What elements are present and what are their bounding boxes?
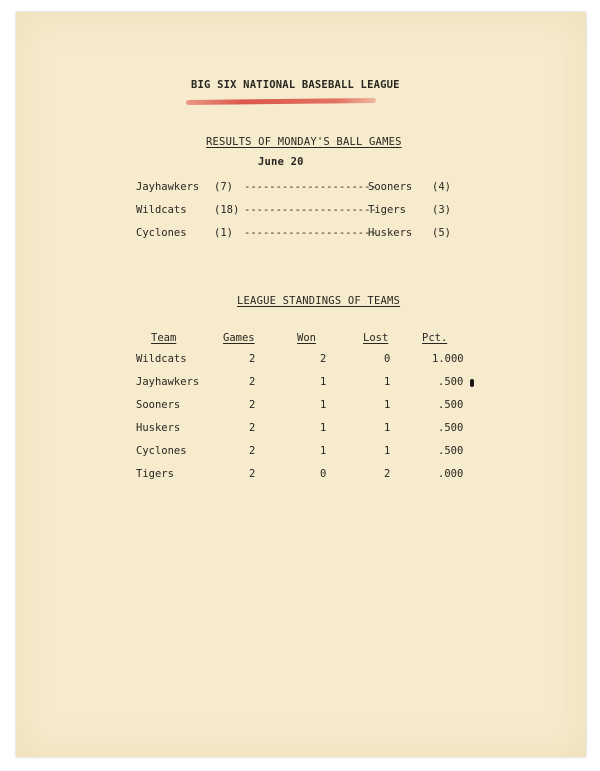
lost-value: 2 [384, 468, 391, 480]
won-value: 1 [320, 445, 327, 457]
standings-row [136, 399, 476, 413]
pct-value: .500 [438, 399, 464, 411]
result-score2: (4) [432, 181, 451, 193]
column-header-pct: Pct. [422, 332, 448, 344]
result-team1: Cyclones [136, 227, 187, 239]
results-heading: RESULTS OF MONDAY'S BALL GAMES [206, 136, 402, 148]
standings-heading: LEAGUE STANDINGS OF TEAMS [237, 295, 401, 307]
lost-value: 1 [384, 422, 391, 434]
won-value: 1 [320, 399, 327, 411]
result-team2: Tigers [368, 204, 406, 216]
pct-value: .500 [438, 422, 464, 434]
result-team1: Wildcats [136, 204, 187, 216]
standings-header-row [136, 332, 476, 346]
column-header-games: Games [223, 332, 255, 344]
result-dashes: --------------------- [244, 227, 377, 239]
lost-value: 1 [384, 399, 391, 411]
result-score1: (18) [214, 204, 240, 216]
team-name: Huskers [136, 422, 181, 434]
games-value: 2 [249, 353, 256, 365]
result-row [136, 181, 456, 195]
result-team2: Sooners [368, 181, 413, 193]
results-date: June 20 [258, 156, 304, 168]
standings-row [136, 422, 476, 436]
red-pencil-underline [186, 98, 376, 105]
standings-row [136, 353, 476, 367]
result-dashes: --------------------- [244, 181, 377, 193]
team-name: Wildcats [136, 353, 187, 365]
games-value: 2 [249, 399, 256, 411]
column-header-lost: Lost [363, 332, 389, 344]
lost-value: 1 [384, 376, 391, 388]
lost-value: 1 [384, 445, 391, 457]
won-value: 0 [320, 468, 327, 480]
result-row [136, 204, 456, 218]
won-value: 1 [320, 422, 327, 434]
result-score1: (7) [214, 181, 233, 193]
standings-row [136, 376, 476, 390]
result-team1: Jayhawkers [136, 181, 200, 193]
games-value: 2 [249, 422, 256, 434]
games-value: 2 [249, 445, 256, 457]
league-title: BIG SIX NATIONAL BASEBALL LEAGUE [191, 79, 400, 91]
standings-row [136, 445, 476, 459]
result-score1: (1) [214, 227, 233, 239]
result-dashes: --------------------- [244, 204, 377, 216]
team-name: Jayhawkers [136, 376, 200, 388]
ink-blot [470, 379, 474, 387]
result-row [136, 227, 456, 241]
team-name: Cyclones [136, 445, 187, 457]
pct-value: .500 [438, 445, 464, 457]
document-page [16, 12, 586, 757]
pct-value: .500 [438, 376, 464, 388]
standings-row [136, 468, 476, 482]
column-header-won: Won [297, 332, 316, 344]
pct-value: .000 [438, 468, 464, 480]
result-score2: (3) [432, 204, 451, 216]
column-header-team: Team [151, 332, 177, 344]
result-team2: Huskers [368, 227, 413, 239]
won-value: 1 [320, 376, 327, 388]
lost-value: 0 [384, 353, 391, 365]
games-value: 2 [249, 376, 256, 388]
pct-value: 1.000 [432, 353, 464, 365]
games-value: 2 [249, 468, 256, 480]
team-name: Tigers [136, 468, 174, 480]
result-score2: (5) [432, 227, 451, 239]
team-name: Sooners [136, 399, 181, 411]
won-value: 2 [320, 353, 327, 365]
